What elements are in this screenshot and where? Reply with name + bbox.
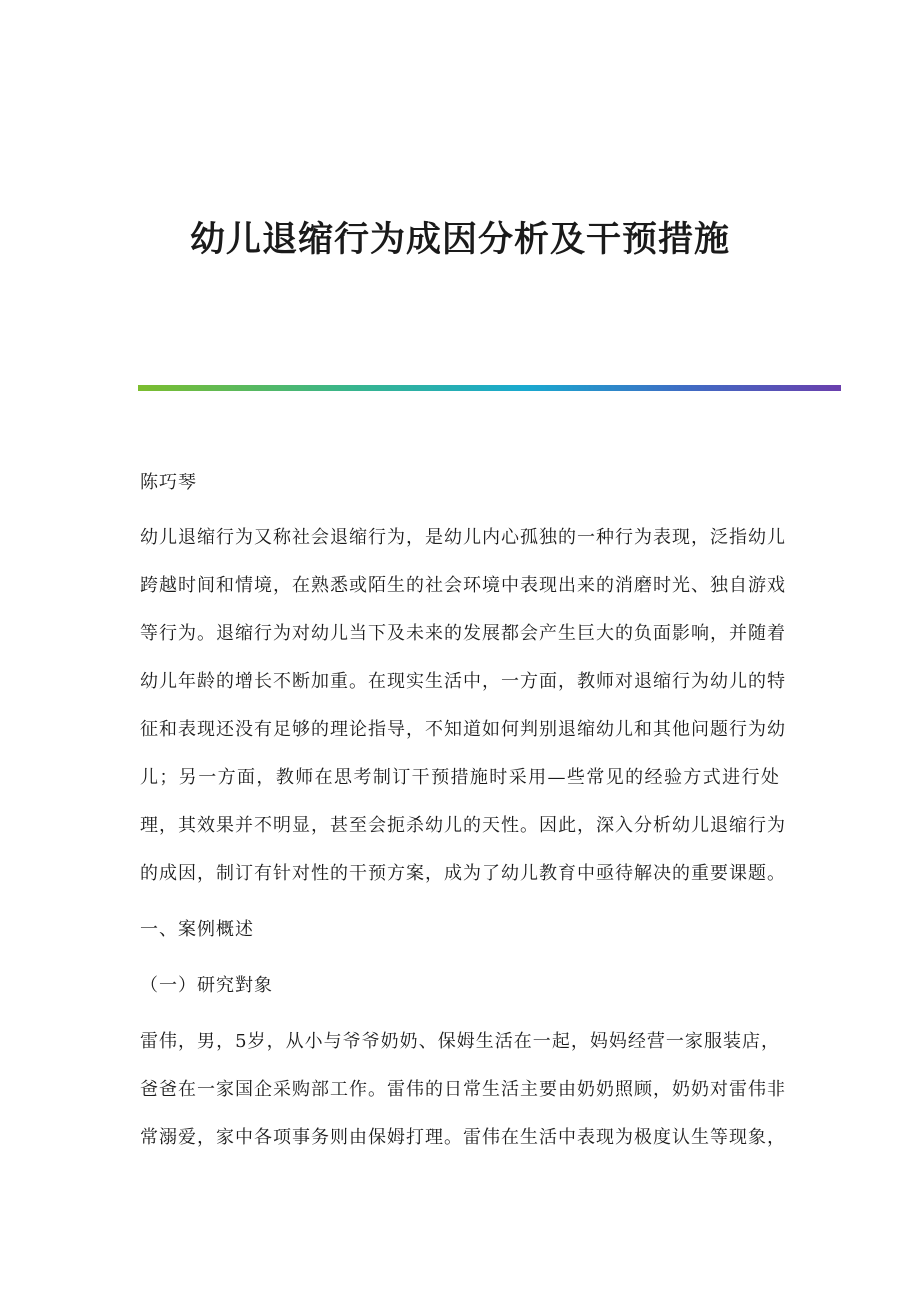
title-divider (138, 385, 841, 391)
paragraph-line: 理，其效果并不明显，甚至会扼杀幼儿的天性。因此，深入分析幼儿退缩行为 (140, 815, 786, 836)
paragraph-line: 雷伟，男，5岁，从小与爷爷奶奶、保姆生活在一起，妈妈经营一家服装店， (140, 1031, 780, 1052)
author-name: 陈巧琴 (140, 472, 197, 493)
paragraph-line: 的成因，制订有针对性的干预方案，成为了幼儿教育中亟待解决的重要课题。 (140, 863, 786, 884)
paragraph-line: 征和表现还没有足够的理论指导，不知道如何判别退缩幼儿和其他问题行为幼 (140, 719, 786, 740)
paragraph-line: 幼儿退缩行为又称社会退缩行为，是幼儿内心孤独的一种行为表现，泛指幼儿 (140, 527, 786, 548)
paragraph-line: 爸爸在一家国企采购部工作。雷伟的日常生活主要由奶奶照顾，奶奶对雷伟非 (140, 1079, 786, 1100)
case-paragraph (140, 1018, 786, 1162)
paragraph-line: 常溺爱，家中各项事务则由保姆打理。雷伟在生活中表现为极度认生等现象， (140, 1127, 786, 1148)
paragraph-line: 跨越时间和情境，在熟悉或陌生的社会环境中表现出来的消磨时光、独自游戏 (140, 575, 786, 596)
paragraph-line: 等行为。退缩行为对幼儿当下及未来的发展都会产生巨大的负面影响，并随着 (140, 623, 786, 644)
subsection-heading: （一）研究對象 (140, 975, 273, 996)
paragraph-line: 儿；另一方面，教师在思考制订干预措施时采用—些常见的经验方式进行处 (140, 767, 780, 788)
section-heading: 一、案例概述 (140, 919, 254, 940)
document-title: 幼儿退缩行为成因分析及干预措施 (189, 219, 730, 260)
paragraph-line: 幼儿年龄的增长不断加重。在现实生活中，一方面，教师对退缩行为幼儿的特 (140, 671, 786, 692)
intro-paragraph (140, 514, 786, 898)
